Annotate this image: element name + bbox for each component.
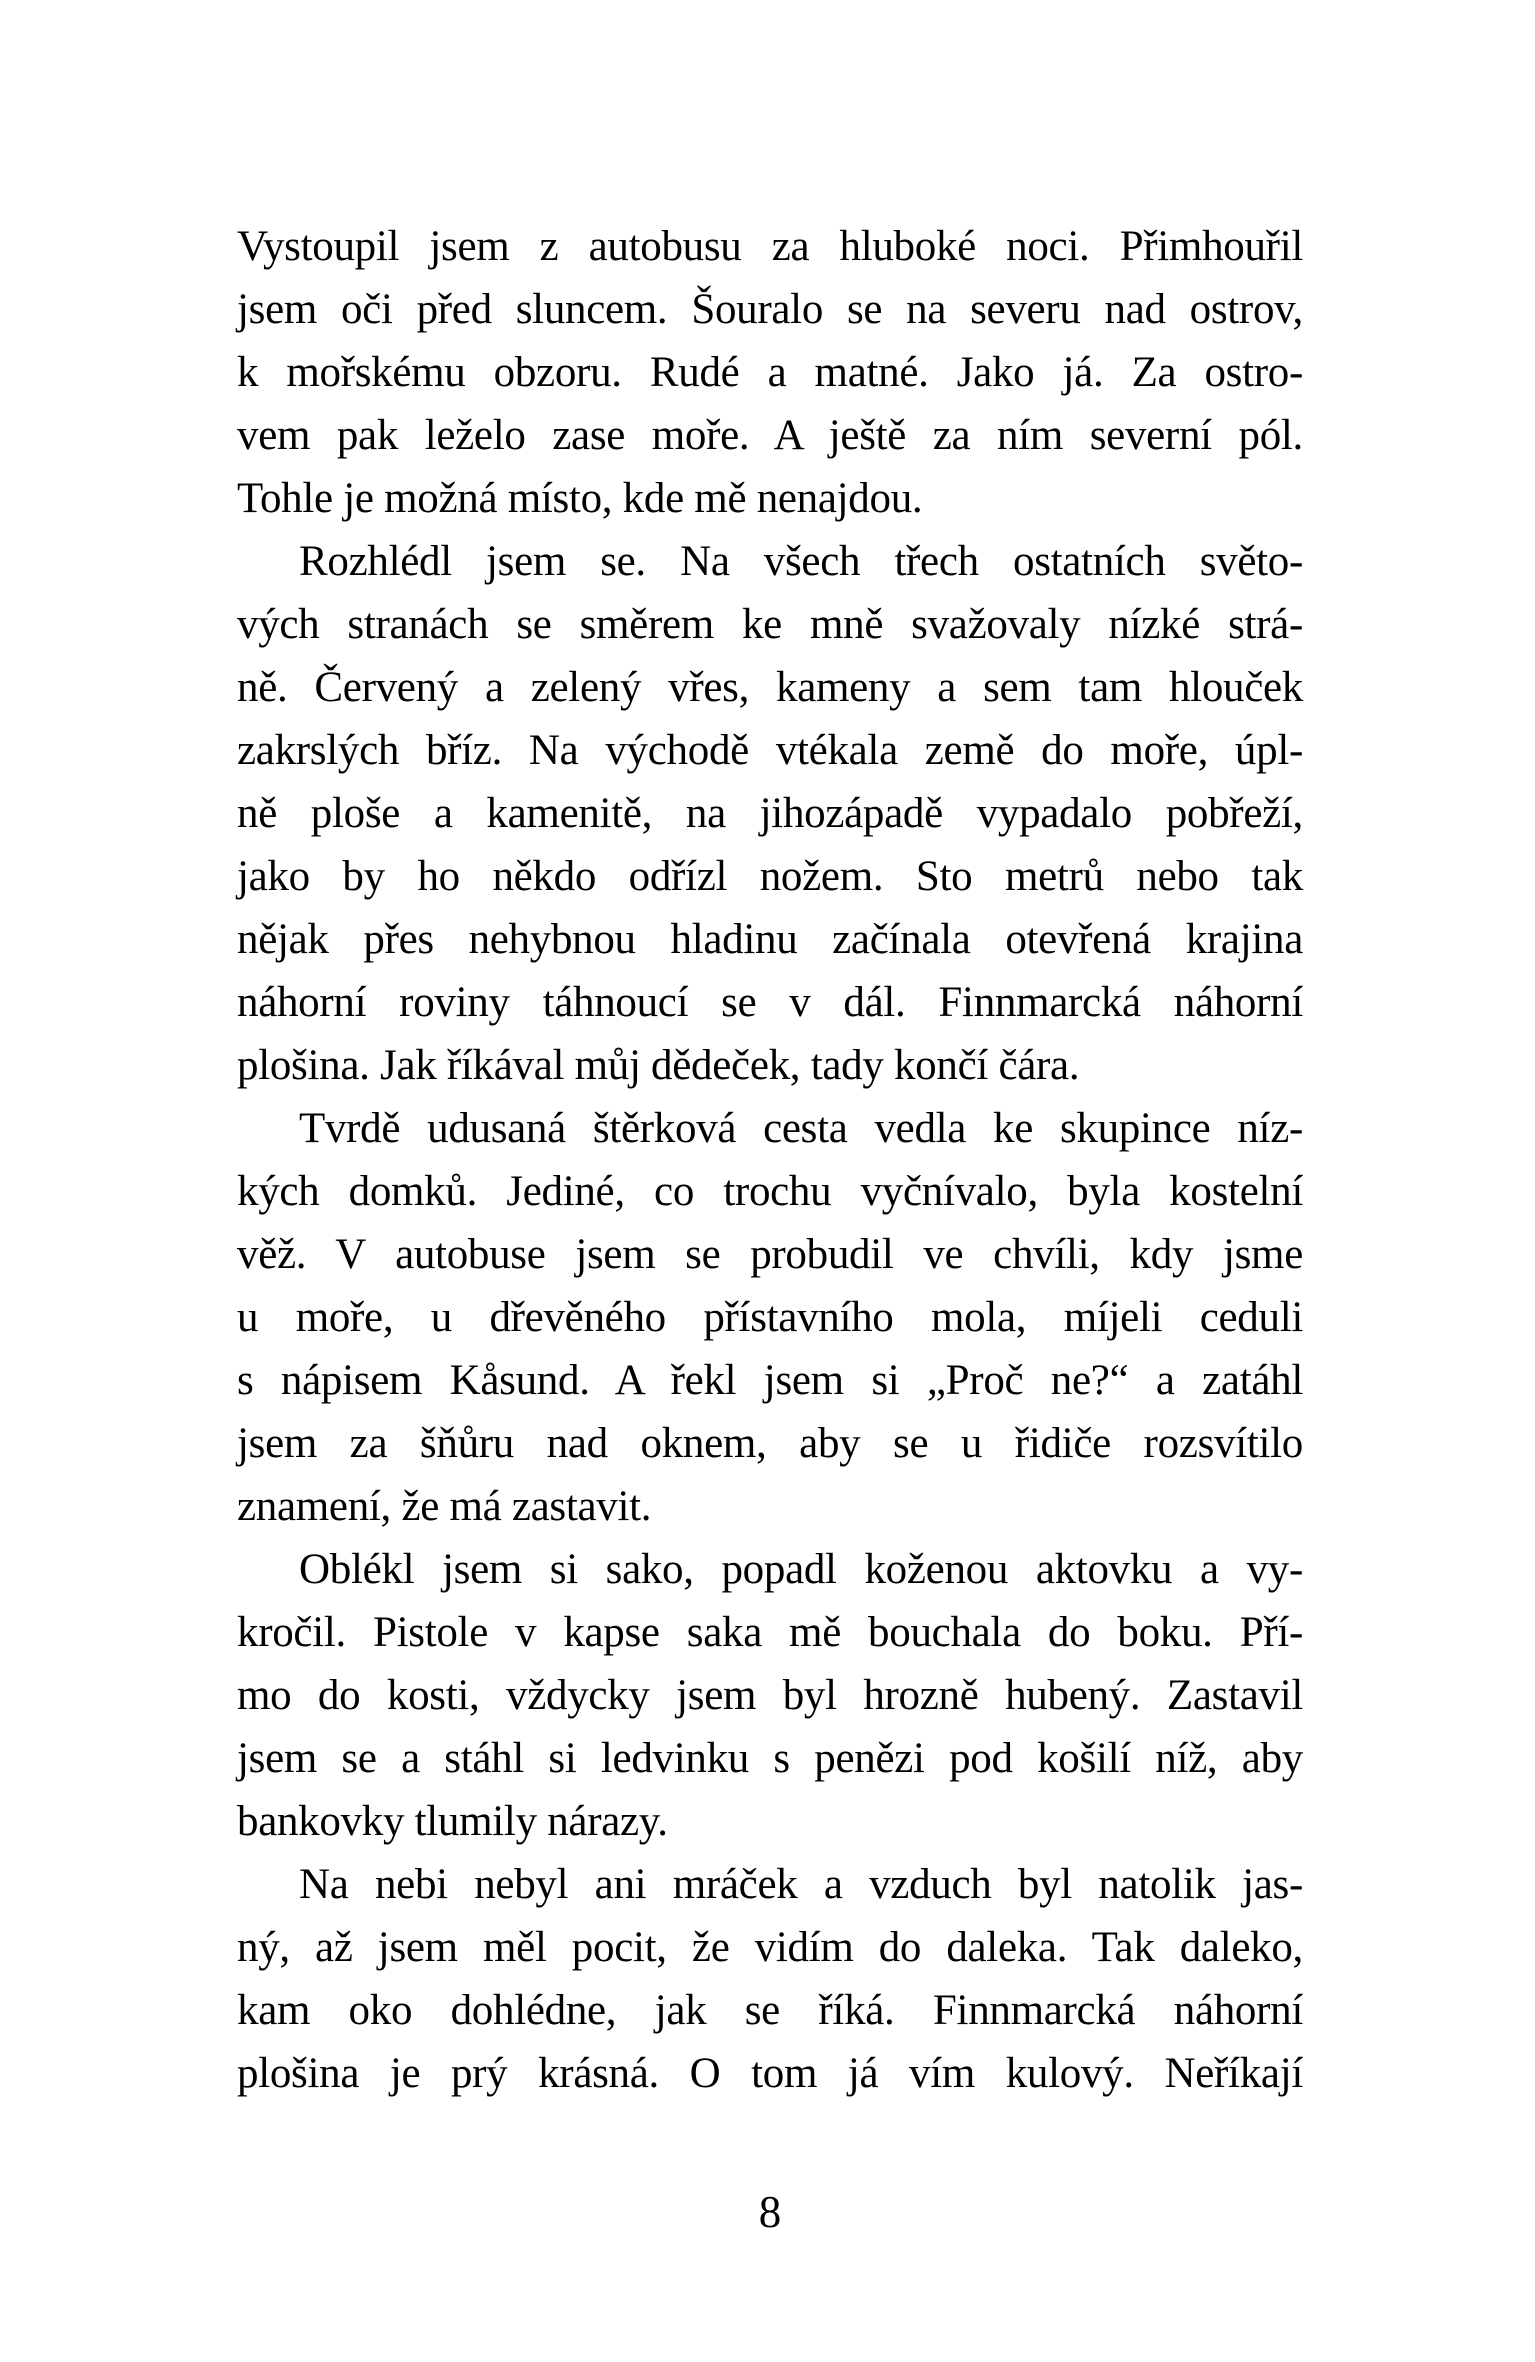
- text-line: jsem oči před sluncem. Šouralo se na severu nad ostrov,: [237, 286, 1303, 333]
- paragraph: [237, 215, 1303, 530]
- text-line: věž. V autobuse jsem se probudil ve chvíli, kdy jsme: [237, 1231, 1303, 1278]
- paragraph: [237, 1853, 1303, 2105]
- text-line: jako by ho někdo odřízl nožem. Sto metrů nebo tak: [237, 853, 1303, 900]
- text-line: kam oko dohlédne, jak se říká. Finnmarcká náhorní: [237, 1987, 1303, 2034]
- text-line: kých domků. Jediné, co trochu vyčnívalo, byla kostelní: [237, 1168, 1303, 1215]
- text-line: jsem se a stáhl si ledvinku s penězi pod košilí níž, aby: [237, 1735, 1303, 1782]
- text-line: ně. Červený a zelený vřes, kameny a sem tam hlouček: [237, 664, 1303, 711]
- text-line: mo do kosti, vždycky jsem byl hrozně hubený. Zastavil: [237, 1672, 1303, 1719]
- text-line: vých stranách se směrem ke mně svažovaly nízké strá-: [237, 601, 1303, 648]
- text-line: vem pak leželo zase moře. A ještě za ním severní pól.: [237, 412, 1303, 459]
- text-line: Rozhlédl jsem se. Na všech třech ostatních světo-: [299, 538, 1303, 585]
- text-line: Tvrdě udusaná štěrková cesta vedla ke skupince níz-: [299, 1105, 1303, 1152]
- text-line: zakrslých bříz. Na východě vtékala země do moře, úpl-: [237, 727, 1303, 774]
- paragraph: [237, 530, 1303, 1097]
- text-line: ný, až jsem měl pocit, že vidím do daleka. Tak daleko,: [237, 1924, 1303, 1971]
- text-line: jsem za šňůru nad oknem, aby se u řidiče rozsvítilo: [237, 1420, 1303, 1467]
- text-line: Tohle je možná místo, kde mě nenajdou.: [237, 475, 923, 522]
- text-line: k mořskému obzoru. Rudé a matné. Jako já. Za ostro-: [237, 349, 1303, 396]
- text-line: u moře, u dřevěného přístavního mola, míjeli ceduli: [237, 1294, 1303, 1341]
- text-line: s nápisem Kåsund. A řekl jsem si „Proč ne?“ a zatáhl: [237, 1357, 1303, 1404]
- text-line: nějak přes nehybnou hladinu začínala otevřená krajina: [237, 916, 1303, 963]
- paragraph: [237, 1097, 1303, 1538]
- text-line: Na nebi nebyl ani mráček a vzduch byl natolik jas-: [299, 1861, 1303, 1908]
- text-line: plošina je prý krásná. O tom já vím kulový. Neříkají: [237, 2050, 1303, 2097]
- page-number: 8: [758, 2187, 782, 2237]
- text-block: [237, 215, 1303, 2105]
- text-line: kročil. Pistole v kapse saka mě bouchala do boku. Pří-: [237, 1609, 1303, 1656]
- text-line: znamení, že má zastavit.: [237, 1483, 652, 1530]
- text-line: Oblékl jsem si sako, popadl koženou aktovku a vy-: [299, 1546, 1303, 1593]
- text-line: bankovky tlumily nárazy.: [237, 1798, 668, 1845]
- text-line: plošina. Jak říkával můj dědeček, tady končí čára.: [237, 1042, 1080, 1089]
- paragraph: [237, 1538, 1303, 1853]
- text-line: ně ploše a kamenitě, na jihozápadě vypadalo pobřeží,: [237, 790, 1303, 837]
- text-line: Vystoupil jsem z autobusu za hluboké noci. Přimhouřil: [237, 223, 1303, 270]
- text-line: náhorní roviny táhnoucí se v dál. Finnmarcká náhorní: [237, 979, 1303, 1026]
